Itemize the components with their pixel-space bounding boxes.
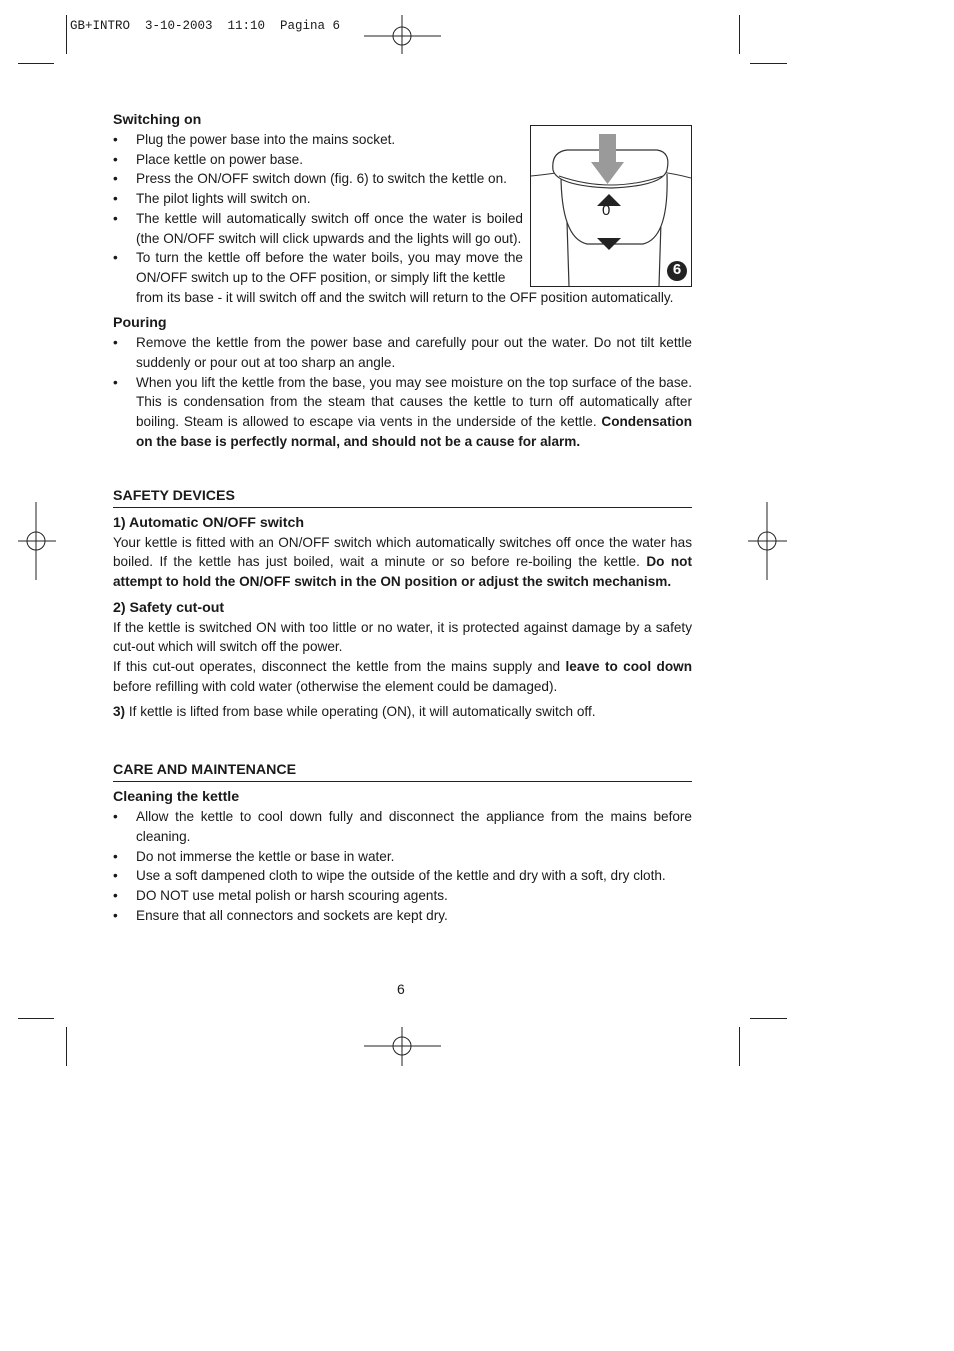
- list-item-bold-text: Condensation on the base is perfectly normal, and should not be a cause for alarm.: [136, 414, 692, 449]
- section-care-maintenance: [113, 760, 692, 925]
- safety-devices-heading: SAFETY DEVICES: [113, 486, 692, 508]
- print-slug: GB+INTRO 3-10-2003 11:10 Pagina 6: [70, 19, 341, 33]
- switching-on-heading: Switching on: [113, 112, 202, 128]
- list-item: • Press the ON/OFF switch down (fig. 6) to switch the kettle on.: [113, 169, 523, 189]
- paragraph-text: Your kettle is fitted with an ON/OFF switch which automatically switches off once the water has boiled. If the kettle has just boiled, wait a minute or so before re-boiling the kettle.: [113, 534, 692, 570]
- lifted-kettle-text: [113, 702, 692, 722]
- list-item: • Ensure that all connectors and sockets are kept dry.: [113, 906, 692, 926]
- paragraph-bold-text: Do not attempt to hold the ON/OFF switch in the ON position or adjust the switch mechanism.: [113, 554, 692, 589]
- list-item: • Remove the kettle from the power base and carefully pour out the water. Do not tilt kettle suddenly or pour out at too sharp an angle.: [113, 333, 692, 372]
- list-item: • Use a soft dampened cloth to wipe the outside of the kettle and dry with a soft, dry cloth.: [113, 866, 692, 886]
- page-number: 6: [397, 981, 405, 997]
- switch-off-label: 0: [602, 202, 611, 219]
- pouring-list: [113, 333, 692, 451]
- paragraph-text: If kettle is lifted from base while operating (ON), it will automatically switch off.: [128, 704, 596, 720]
- list-item-text-continued: from its base - it will switch off and the switch will return to the OFF position automatically.: [136, 289, 674, 305]
- cleaning-list: [113, 807, 692, 925]
- section-safety-devices: [113, 486, 692, 723]
- pouring-heading: Pouring: [113, 315, 167, 332]
- list-item: [113, 248, 692, 307]
- cutout-operates-text: [113, 657, 692, 696]
- safety-cutout-text: If the kettle is switched ON with too little or no water, it is protected against damage by a safety cut-out which will switch off the power.: [113, 619, 692, 655]
- list-item: • Plug the power base into the mains socket.: [113, 130, 523, 150]
- figure-number: 6: [672, 261, 682, 278]
- paragraph-text: before refilling with cold water (otherwise the element could be damaged).: [113, 678, 558, 694]
- list-item-text: When you lift the kettle from the base, you may see moisture on the top surface of the base. This is condensation from the steam that causes the kettle to turn off automatically after boiling. Steam is allowed to escape via vents in the underside of the kettle.: [136, 374, 692, 430]
- list-item: • Do not immerse the kettle or base in water.: [113, 847, 692, 867]
- automatic-switch-heading: 1) Automatic ON/OFF switch: [113, 514, 305, 531]
- section-pouring: [113, 313, 692, 451]
- paragraph-bold-text: leave to cool down: [565, 659, 693, 675]
- switching-on-list: [113, 130, 692, 307]
- section-switching-on: [113, 110, 692, 307]
- safety-cutout-heading: 2) Safety cut-out: [113, 599, 225, 616]
- list-item: • DO NOT use metal polish or harsh scouring agents.: [113, 886, 692, 906]
- item-number: 3): [113, 704, 126, 720]
- cleaning-heading: Cleaning the kettle: [113, 789, 240, 806]
- paragraph-text: If this cut-out operates, disconnect the kettle from the mains supply and: [113, 659, 561, 675]
- care-maintenance-heading: CARE AND MAINTENANCE: [113, 760, 692, 782]
- list-item: • The pilot lights will switch on.: [113, 189, 523, 209]
- list-item: • The kettle will automatically switch off once the water is boiled (the ON/OFF switch will click upwards and the lights will go out).: [113, 209, 523, 248]
- list-item-text-wrapped: • To turn the kettle off before the water boils, you may move the ON/OFF switch up to the OFF position, or simply lift the kettle: [136, 250, 523, 285]
- list-item: • Allow the kettle to cool down fully and disconnect the appliance from the mains before cleaning.: [113, 807, 692, 846]
- list-item: [113, 373, 692, 452]
- list-item: • Place kettle on power base.: [113, 150, 523, 170]
- page-content: [113, 110, 692, 925]
- automatic-switch-text: [113, 533, 692, 592]
